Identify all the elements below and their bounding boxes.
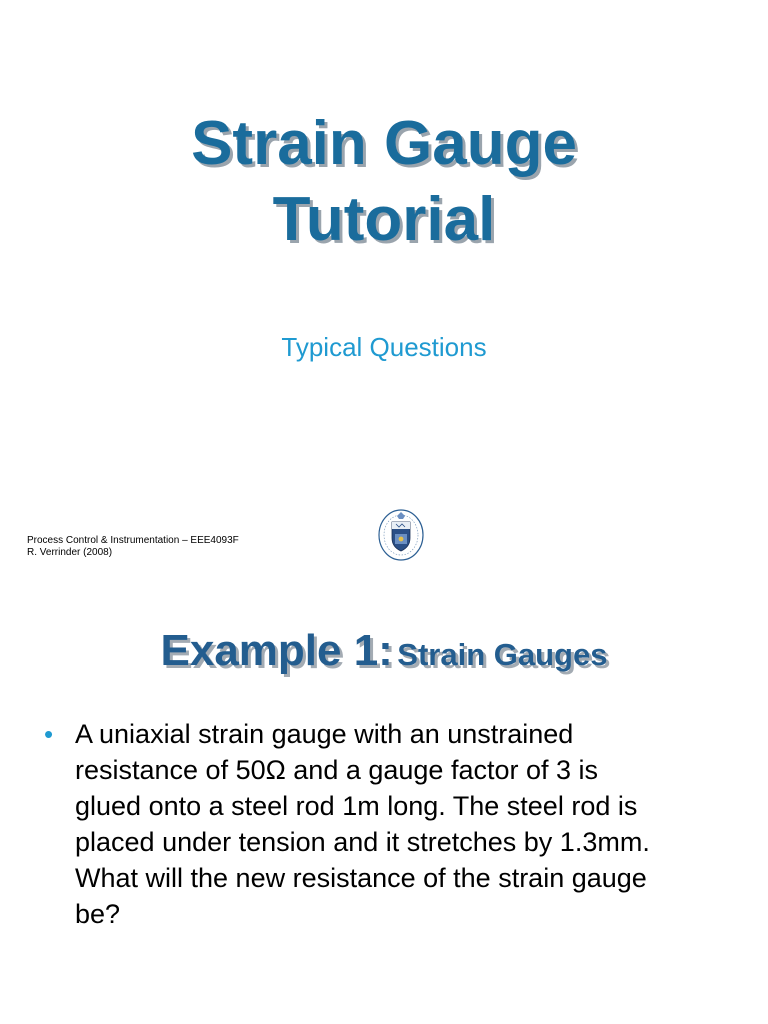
example-slide [0, 576, 768, 1024]
slide-footer [27, 535, 239, 559]
question-line: What will the new resistance of the strain gauge [75, 863, 647, 893]
course-line: Process Control & Instrumentation – EEE4093F [27, 535, 239, 546]
example-title-sub: Strain Gauges [397, 637, 608, 672]
question-line: A uniaxial strain gauge with an unstrained [75, 719, 574, 749]
question-line: be? [75, 899, 121, 929]
bullet-icon: • [44, 719, 54, 749]
slide-title-line: Strain Gauge [191, 109, 577, 178]
question-line: resistance of 50Ω and a gauge factor of 3 is [75, 755, 599, 785]
question-line: placed under tension and it stretches by 1.3mm. [75, 827, 650, 857]
example-title [0, 626, 768, 676]
slide-title [0, 106, 768, 258]
university-crest-icon [377, 508, 425, 562]
example-title-main: Example 1: [160, 626, 393, 675]
question-bullet [44, 716, 734, 932]
question-text [75, 716, 734, 932]
slide-subtitle: Typical Questions [281, 332, 487, 362]
author-line: R. Verrinder (2008) [27, 547, 113, 558]
slide-title-line: Tutorial [272, 185, 496, 254]
question-line: glued onto a steel rod 1m long. The steel rod is [75, 791, 638, 821]
